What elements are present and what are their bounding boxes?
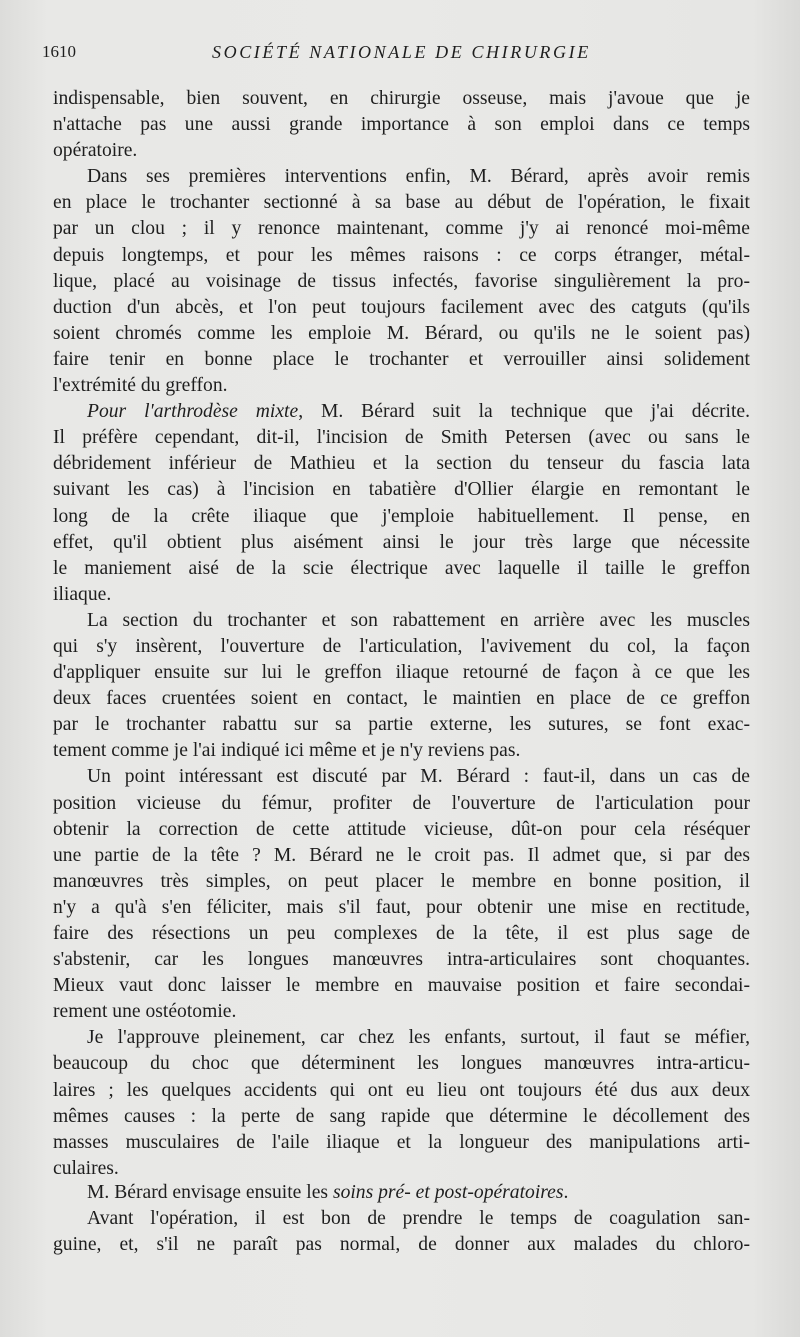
intro-italic: soins pré- et post-opératoires xyxy=(332,1182,564,1203)
paragraph xyxy=(53,608,750,765)
paragraph xyxy=(53,399,750,608)
paragraph xyxy=(53,86,750,164)
text-line: Mieux vaut donc laisser le membre en mauvaise position et faire secondai- xyxy=(53,975,750,997)
text-line: Avant l'opération, il est bon de prendre le temps de coagulation san- xyxy=(87,1208,750,1230)
paragraph xyxy=(53,1025,750,1182)
paragraph xyxy=(53,164,750,399)
body-text xyxy=(53,86,750,1182)
text-line: par le trochanter rabattu sur sa partie externe, les sutures, se font exac- xyxy=(53,714,750,736)
text-line: une partie de la tête ? M. Bérard ne le croit pas. Il admet que, si par des xyxy=(53,844,750,866)
line-rest: , M. Bérard suit la technique que j'ai décrite. xyxy=(298,401,750,423)
text-line: Je l'approuve pleinement, car chez les enfants, surtout, il faut se méfier, xyxy=(87,1027,750,1049)
text-line: s'abstenir, car les longues manœuvres intra-articulaires sont choquantes. xyxy=(53,949,750,971)
text-line: long de la crête iliaque que j'emploie habituellement. Il pense, en xyxy=(53,505,750,527)
text-line: laires ; les quelques accidents qui ont eu lieu ont toujours été dus aux deux xyxy=(53,1079,750,1101)
text-line: iliaque. xyxy=(53,583,112,605)
text-line: l'extrémité du greffon. xyxy=(53,375,228,397)
text-line: d'appliquer ensuite sur lui le greffon iliaque retourné de façon à ce que les xyxy=(53,662,750,684)
journal-title: SOCIÉTÉ NATIONALE DE CHIRURGIE xyxy=(212,42,591,62)
italic-lead: Pour l'arthrodèse mixte xyxy=(87,401,299,423)
running-head xyxy=(42,42,762,68)
text-line: La section du trochanter et son rabattement en arrière avec les muscles xyxy=(87,609,750,631)
text-line: effet, qu'il obtient plus aisément ainsi le jour très large que nécessite xyxy=(53,531,750,553)
text-line: mêmes causes : la perte de sang rapide que détermine le décollement des xyxy=(53,1105,750,1127)
text-line: indispensable, bien souvent, en chirurgie osseuse, mais j'avoue que je xyxy=(53,88,750,109)
text-line: Dans ses premières interventions enfin, M. Bérard, après avoir remis xyxy=(87,166,750,188)
text-line: deux faces cruentées soient en contact, le maintien en place de ce greffon xyxy=(53,688,750,710)
text-line: en place le trochanter sectionné à sa base au début de l'opération, le fixait xyxy=(53,192,750,214)
intro-suffix: . xyxy=(563,1182,569,1203)
text-line: opératoire. xyxy=(53,140,138,162)
paragraph xyxy=(53,764,750,1025)
text-line: masses musculaires de l'aile iliaque et la longueur des manipulations arti- xyxy=(53,1131,750,1153)
section-intro-line xyxy=(53,1180,750,1206)
text-line: qui s'y insèrent, l'ouverture de l'articulation, l'avivement du col, la façon xyxy=(53,635,750,657)
page-number: 1610 xyxy=(42,42,76,61)
text-line: n'attache pas une aussi grande importance à son emploi dans ce temps xyxy=(53,114,750,136)
intro-prefix: M. Bérard envisage ensuite les xyxy=(87,1182,333,1203)
text-line: suivant les cas) à l'incision en tabatière d'Ollier élargie en remontant le xyxy=(53,479,750,501)
text-line: rement une ostéotomie. xyxy=(53,1001,237,1023)
text-line: Un point intéressant est discuté par M. Bérard : faut-il, dans un cas de xyxy=(87,766,750,788)
text-line: tement comme je l'ai indiqué ici même et je n'y reviens pas. xyxy=(53,740,521,762)
text-line: beaucoup du choc que déterminent les longues manœuvres intra-articu- xyxy=(53,1053,750,1075)
section-soins xyxy=(53,1180,750,1258)
text-line xyxy=(53,399,750,425)
text-line: lique, placé au voisinage de tissus infectés, favorise singulièrement la pro- xyxy=(53,270,750,292)
text-line: culaires. xyxy=(53,1157,119,1179)
text-line: débridement inférieur de Mathieu et la section du tenseur du fascia lata xyxy=(53,453,750,475)
text-line: depuis longtemps, et pour les mêmes raisons : ce corps étranger, métal- xyxy=(53,244,750,266)
text-line: faire tenir en bonne place le trochanter et verrouiller ainsi solidement xyxy=(53,348,750,370)
text-line: Il préfère cependant, dit-il, l'incision de Smith Petersen (avec ou sans le xyxy=(53,427,750,449)
text-line: faire des résections un peu complexes de la tête, il est plus sage de xyxy=(53,923,750,944)
text-line: le maniement aisé de la scie électrique avec laquelle il taille le greffon xyxy=(53,557,750,579)
text-line: position vicieuse du fémur, profiter de l'ouverture de l'articulation pour xyxy=(53,792,750,814)
text-line: duction d'un abcès, et l'on peut toujours facilement avec des catguts (qu'ils xyxy=(53,296,750,318)
text-line: guine, et, s'il ne paraît pas normal, de donner aux malades du chloro- xyxy=(53,1234,750,1256)
text-line: n'y a qu'à s'en féliciter, mais s'il faut, pour obtenir une mise en rectitude, xyxy=(53,896,750,918)
text-line: obtenir la correction de cette attitude vicieuse, dût-on pour cela réséquer xyxy=(53,818,750,840)
text-line: par un clou ; il y renonce maintenant, comme j'y ai renoncé moi-même xyxy=(53,218,750,240)
text-line: manœuvres très simples, on peut placer le membre en bonne position, il xyxy=(53,870,750,892)
text-line: soient chromés comme les emploie M. Bérard, ou qu'ils ne le soient pas) xyxy=(53,322,750,344)
